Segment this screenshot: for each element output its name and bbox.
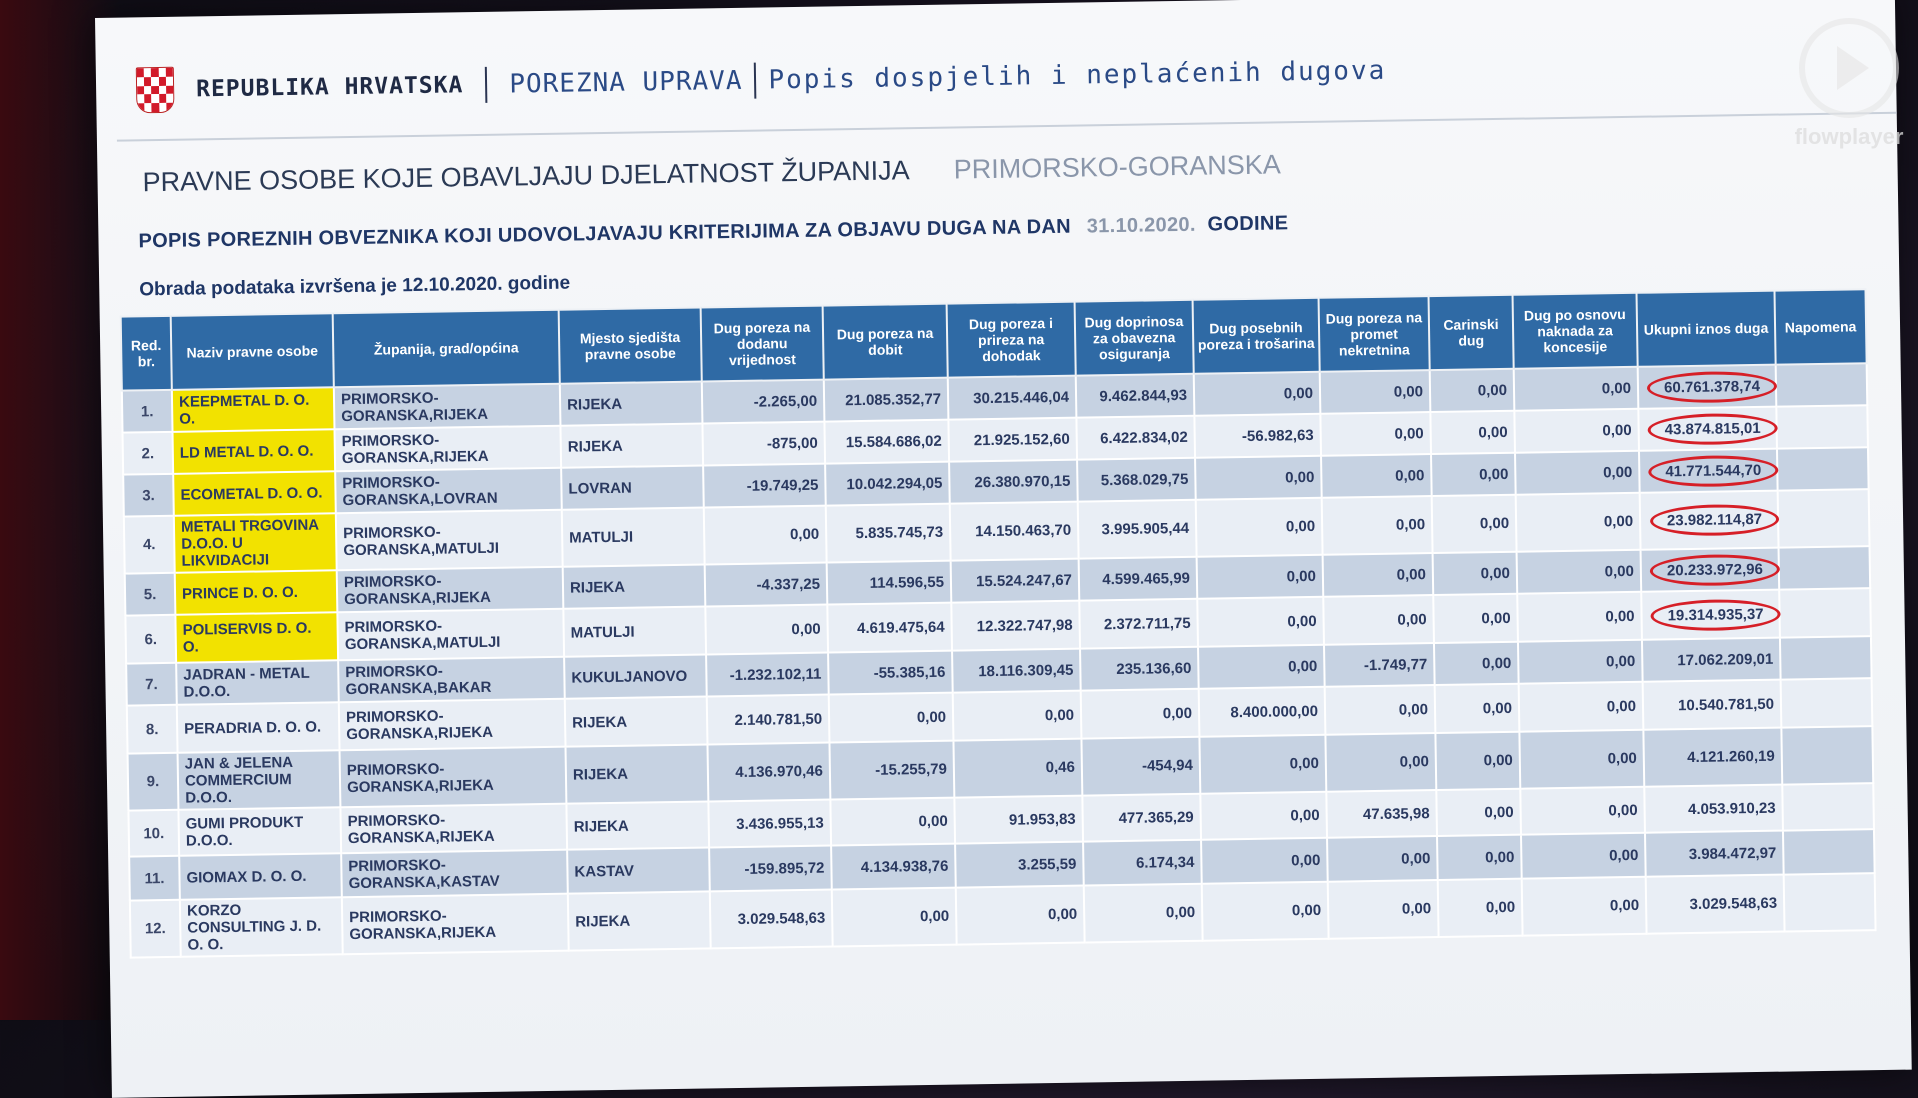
debt-value: 0,00 <box>1435 684 1520 733</box>
seat-location: RIJEKA <box>565 696 708 746</box>
debt-value: 0,00 <box>1520 787 1645 835</box>
debt-value: 2.372.711,75 <box>1079 599 1198 649</box>
row-number: 3. <box>123 474 174 517</box>
debt-value: 21.085.352,77 <box>824 378 949 422</box>
county-city: PRIMORSKO-GORANSKA,BAKAR <box>338 657 565 703</box>
column-header: Red. br. <box>121 316 172 391</box>
county-city: PRIMORSKO-GORANSKA,KASTAV <box>341 850 568 898</box>
company-name: POLISERVIS D. O. O. <box>175 612 338 663</box>
table-body <box>122 363 1876 957</box>
list-title-date: 31.10.2020. <box>1086 213 1196 238</box>
debt-value: -1.749,77 <box>1324 643 1435 687</box>
header-rule <box>117 112 1897 142</box>
debt-value: 6.174,34 <box>1083 840 1202 886</box>
total-debt: 3.984.472,97 <box>1645 831 1784 877</box>
croatian-coat-of-arms-icon <box>136 67 175 114</box>
note <box>1778 489 1870 547</box>
debt-value: 3.029.548,63 <box>710 890 833 949</box>
seat-location: RIJEKA <box>563 564 706 608</box>
debt-value: -55.385,16 <box>828 651 953 695</box>
column-header: Dug po osnovu naknada za koncesije <box>1513 293 1638 369</box>
circled-total: 60.761.378,74 <box>1647 370 1777 403</box>
total-debt: 4.121.260,19 <box>1643 728 1782 787</box>
seat-location: RIJEKA <box>560 424 703 468</box>
debt-value: 0,00 <box>1320 370 1431 414</box>
row-number: 12. <box>130 900 181 958</box>
debt-value: 0,00 <box>1433 594 1518 643</box>
header-porezna-uprava: POREZNA UPRAVA <box>509 65 743 100</box>
column-header: Dug posebnih poreza i trošarina <box>1193 298 1320 374</box>
debt-value: 0,00 <box>1200 792 1327 840</box>
debt-value: 0,00 <box>1519 682 1644 732</box>
column-header: Mjesto sjedišta pravne osobe <box>559 308 702 384</box>
debt-value: 0,00 <box>1325 685 1436 735</box>
note <box>1782 783 1874 830</box>
row-number: 4. <box>124 516 175 574</box>
debt-value: 0,00 <box>1436 789 1521 836</box>
debt-value: 0,00 <box>1434 642 1519 685</box>
debt-value: 0,00 <box>1194 372 1321 416</box>
debt-value: -2.265,00 <box>702 380 825 424</box>
column-header: Carinski dug <box>1429 295 1514 370</box>
county-city: PRIMORSKO-GORANSKA,RIJEKA <box>334 426 561 472</box>
note <box>1779 588 1871 637</box>
seat-location: KUKULJANOVO <box>564 654 707 698</box>
debt-value: 0,00 <box>704 506 827 565</box>
debt-value: 3.995.905,44 <box>1078 500 1197 559</box>
county-city: PRIMORSKO-GORANSKA,MATULJI <box>337 609 564 661</box>
debt-value: 0,00 <box>956 886 1085 945</box>
debt-value: 0,00 <box>1327 836 1438 882</box>
debt-value: 4.136.970,46 <box>707 743 830 802</box>
flowplayer-brand: flowplayer <box>1794 124 1904 149</box>
debt-value: 0,00 <box>1438 879 1523 937</box>
total-debt <box>1639 449 1778 493</box>
debt-value: 9.462.844,93 <box>1076 374 1195 418</box>
row-number: 9. <box>128 753 179 811</box>
seat-location: MATULJI <box>562 507 705 566</box>
total-debt: 3.029.548,63 <box>1646 875 1785 934</box>
seat-location: RIJEKA <box>566 801 709 849</box>
total-debt: 10.540.781,50 <box>1643 680 1782 730</box>
debt-value: 0,00 <box>1516 493 1641 552</box>
note <box>1779 546 1871 589</box>
company-name: KORZO CONSULTING J. D. O. O. <box>180 897 343 957</box>
county-city: PRIMORSKO-GORANSKA,LOVRAN <box>335 468 562 514</box>
document-sheet <box>95 0 1912 1098</box>
debt-value: 0,00 <box>953 691 1082 741</box>
debt-value: 0,00 <box>1514 409 1639 453</box>
note <box>1783 829 1875 874</box>
debt-value: 0,00 <box>1199 735 1326 794</box>
debt-value: -1.232.102,11 <box>706 653 829 697</box>
company-name: METALI TRGOVINA D.O.O. U LIKVIDACIJI <box>174 513 337 573</box>
note <box>1777 447 1869 490</box>
total-debt <box>1641 590 1780 640</box>
column-header: Dug doprinosa za obavezna osiguranja <box>1075 300 1194 376</box>
column-header: Županija, grad/općina <box>333 310 560 388</box>
debt-value: 0,00 <box>1519 730 1644 789</box>
seat-location: RIJEKA <box>560 382 703 426</box>
note <box>1781 678 1873 727</box>
total-debt <box>1638 365 1777 409</box>
county-city: PRIMORSKO-GORANSKA,MATULJI <box>336 510 563 571</box>
debt-value: -19.749,25 <box>703 464 826 508</box>
seat-location: MATULJI <box>563 606 706 656</box>
debt-value: 0,00 <box>1197 555 1324 599</box>
debt-value: -875,00 <box>702 422 825 466</box>
header-separator <box>754 63 757 99</box>
column-header: Dug poreza na dobit <box>823 304 948 380</box>
debt-table <box>120 288 1877 958</box>
processing-date: Obrada podataka izvršena je 12.10.2020. godine <box>139 272 571 301</box>
debt-value: 0,00 <box>1522 877 1647 936</box>
row-number: 2. <box>123 432 174 475</box>
header-popis: Popis dospjelih i neplaćenih dugova <box>768 55 1387 96</box>
county-city: PRIMORSKO-GORANSKA,RIJEKA <box>339 699 566 751</box>
debt-value: 12.322.747,98 <box>951 601 1080 651</box>
row-number: 10. <box>128 810 179 857</box>
circled-total: 43.874.815,01 <box>1647 412 1777 445</box>
debt-value: 114.596,55 <box>827 561 952 605</box>
debt-value: 4.599.465,99 <box>1079 557 1198 601</box>
row-number: 6. <box>125 615 176 664</box>
debt-value: 0,46 <box>953 739 1082 798</box>
county-city: PRIMORSKO-GORANSKA,RIJEKA <box>342 894 569 955</box>
seat-location: RIJEKA <box>568 891 711 950</box>
debt-value: 0,00 <box>1521 833 1646 879</box>
row-number: 1. <box>122 390 173 433</box>
company-name: JADRAN - METAL D.O.O. <box>176 660 339 705</box>
company-name: PERADRIA D. O. O. <box>177 702 340 753</box>
debt-value: 26.380.970,15 <box>949 460 1078 504</box>
debt-value: 0,00 <box>1514 367 1639 411</box>
debt-value: 0,00 <box>1201 838 1328 884</box>
debt-value: 0,00 <box>1320 412 1431 456</box>
row-number: 11. <box>129 856 180 901</box>
company-name: ECOMETAL D. O. O. <box>173 471 336 516</box>
county-city: PRIMORSKO-GORANSKA,RIJEKA <box>334 384 561 430</box>
column-header: Dug poreza na dodanu vrijednost <box>701 306 824 382</box>
play-icon[interactable] <box>1799 18 1899 118</box>
column-header: Napomena <box>1774 289 1866 364</box>
debt-value: 0,00 <box>829 693 954 743</box>
total-debt <box>1638 407 1777 451</box>
debt-value: 0,00 <box>1081 689 1200 739</box>
county-city: PRIMORSKO-GORANSKA,RIJEKA <box>337 567 564 613</box>
header-separator <box>485 67 488 103</box>
debt-value: 0,00 <box>830 798 955 846</box>
debt-value: 15.524.247,67 <box>951 559 1080 603</box>
debt-value: -15.255,79 <box>829 741 954 800</box>
debt-value: 0,00 <box>1430 369 1515 412</box>
seat-location: RIJEKA <box>566 744 709 803</box>
debt-value: 14.150.463,70 <box>950 502 1079 561</box>
total-debt: 4.053.910,23 <box>1644 785 1783 833</box>
column-header: Naziv pravne osobe <box>171 313 334 390</box>
debt-value: 0,00 <box>1431 453 1516 496</box>
note <box>1784 873 1876 931</box>
note <box>1781 726 1873 784</box>
debt-value: 3.436.955,13 <box>708 800 831 848</box>
county-city: PRIMORSKO-GORANSKA,RIJEKA <box>340 804 567 854</box>
debt-value: 30.215.446,04 <box>948 376 1077 420</box>
debt-value: 0,00 <box>1432 495 1517 553</box>
document-header <box>136 46 1387 116</box>
circled-total: 41.771.544,70 <box>1648 454 1778 487</box>
debt-value: 8.400.000,00 <box>1199 687 1326 737</box>
debt-value: -56.982,63 <box>1194 414 1321 458</box>
row-number: 8. <box>127 705 178 754</box>
debt-value: 0,00 <box>1515 451 1640 495</box>
debt-value: 0,00 <box>1198 645 1325 689</box>
debt-value: 0,00 <box>1325 733 1436 792</box>
debt-value: 6.422.834,02 <box>1076 416 1195 460</box>
column-header: Dug poreza na promet nekretnina <box>1319 296 1430 372</box>
row-number: 7. <box>126 663 177 706</box>
debt-value: 4.619.475,64 <box>827 603 952 653</box>
seat-location: LOVRAN <box>561 466 704 510</box>
debt-value: 15.584.686,02 <box>824 420 949 464</box>
debt-value: 21.925.152,60 <box>948 418 1077 462</box>
company-name: GIOMAX D. O. O. <box>179 853 342 900</box>
debt-value: 0,00 <box>1084 884 1203 943</box>
debt-value: -159.895,72 <box>709 846 832 892</box>
company-name: KEEPMETAL D. O. O. <box>172 387 335 432</box>
debt-value: 0,00 <box>832 888 957 947</box>
circled-total: 19.314.935,37 <box>1650 598 1780 631</box>
debt-value: 0,00 <box>1517 550 1642 594</box>
column-header: Dug poreza i prireza na dohodak <box>947 302 1076 378</box>
debt-value: 2.140.781,50 <box>707 695 830 745</box>
list-title-text: POPIS POREZNIH OBVEZNIKA KOJI UDOVOLJAVAJU KRITERIJIMA ZA OBJAVU DUGA NA DAN <box>138 215 1072 253</box>
company-name: JAN & JELENA COMMERCIUM D.O.O. <box>178 750 341 810</box>
debt-value: 0,00 <box>1430 411 1515 454</box>
company-name: LD METAL D. O. O. <box>173 429 336 474</box>
subtitle-text: PRAVNE OSOBE KOJE OBAVLJAJU DJELATNOST ŽUPANIJA <box>142 155 909 198</box>
total-debt <box>1641 548 1780 592</box>
debt-value: 5.835.745,73 <box>826 504 951 563</box>
subtitle <box>142 149 1281 198</box>
debt-value: 0,00 <box>1328 880 1439 939</box>
debt-value: 4.134.938,76 <box>831 844 956 890</box>
note <box>1776 363 1868 406</box>
debt-value: 0,00 <box>1196 498 1323 557</box>
debt-value: 0,00 <box>1323 595 1434 645</box>
row-number: 5. <box>125 573 176 616</box>
debt-value: 0,00 <box>1321 454 1432 498</box>
debt-value: 0,00 <box>1322 496 1433 555</box>
debt-value: 47.635,98 <box>1326 790 1437 838</box>
debt-value: 5.368.029,75 <box>1077 458 1196 502</box>
company-name: PRINCE D. O. O. <box>175 570 338 615</box>
company-name: GUMI PRODUKT D.O.O. <box>178 807 341 856</box>
debt-value: 0,00 <box>1197 597 1324 647</box>
circled-total: 20.233.972,96 <box>1650 553 1780 586</box>
total-debt: 17.062.209,01 <box>1642 638 1781 682</box>
debt-value: 477.365,29 <box>1082 794 1201 842</box>
debt-value: 0,00 <box>1323 553 1434 597</box>
total-debt <box>1640 491 1779 550</box>
debt-value: 0,00 <box>1437 835 1522 880</box>
note <box>1776 405 1868 448</box>
debt-value: 0,00 <box>1195 456 1322 500</box>
flowplayer-overlay[interactable] <box>1794 18 1904 150</box>
debt-value: 0,00 <box>705 605 828 655</box>
debt-value: 0,00 <box>1517 592 1642 642</box>
debt-value: 10.042.294,05 <box>825 462 950 506</box>
debt-value: -4.337,25 <box>705 563 828 607</box>
list-title-suffix: GODINE <box>1207 212 1289 236</box>
subtitle-zupanija: PRIMORSKO-GORANSKA <box>953 149 1281 185</box>
debt-value: 91.953,83 <box>954 796 1083 844</box>
debt-value: 0,00 <box>1435 732 1520 790</box>
debt-value: 18.116.309,45 <box>952 649 1081 693</box>
seat-location: KASTAV <box>567 847 710 893</box>
debt-value: 0,00 <box>1202 882 1329 941</box>
debt-value: -454,94 <box>1081 737 1200 796</box>
header-republika: REPUBLIKA HRVATSKA <box>195 72 464 103</box>
circled-total: 23.982.114,87 <box>1650 504 1780 537</box>
list-title <box>138 212 1288 253</box>
debt-value: 235.136,60 <box>1080 647 1199 691</box>
note <box>1780 636 1872 679</box>
debt-value: 0,00 <box>1518 640 1643 684</box>
debt-value: 0,00 <box>1433 552 1518 595</box>
debt-value: 3.255,59 <box>955 842 1084 888</box>
column-header: Ukupni iznos duga <box>1637 291 1776 367</box>
county-city: PRIMORSKO-GORANSKA,RIJEKA <box>340 747 567 808</box>
